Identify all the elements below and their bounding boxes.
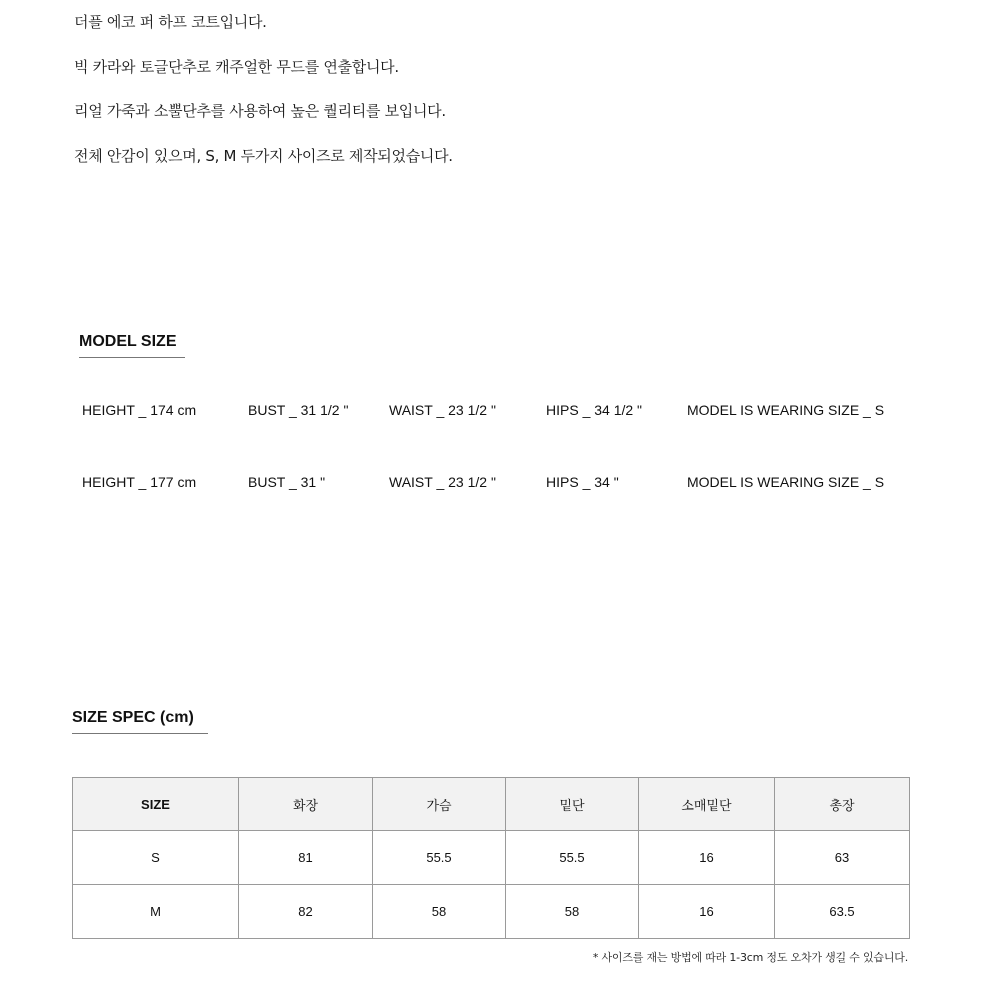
header-chest: 가슴 xyxy=(373,778,506,831)
description-line: 전체 안감이 있으며, S, M 두가지 사이즈로 제작되었습니다. xyxy=(74,146,453,165)
description-line: 빅 카라와 토글단추로 캐주얼한 무드를 연출합니다. xyxy=(74,57,399,76)
model-hips: HIPS _ 34 1/2 " xyxy=(546,402,643,418)
model-hips: HIPS _ 34 " xyxy=(546,474,619,490)
cell-chest: 55.5 xyxy=(373,831,506,885)
size-spec-title: SIZE SPEC (cm) xyxy=(72,709,208,734)
table-row xyxy=(73,831,910,885)
model-size-title: MODEL SIZE xyxy=(79,333,185,358)
cell-total-length: 63.5 xyxy=(775,885,910,939)
model-waist: WAIST _ 23 1/2 " xyxy=(389,474,496,490)
model-size-row xyxy=(0,474,982,494)
table-header-row xyxy=(73,778,910,831)
description-line: 더플 에코 퍼 하프 코트입니다. xyxy=(74,13,267,31)
model-bust: BUST _ 31 " xyxy=(248,474,326,490)
cell-chest: 58 xyxy=(373,885,506,939)
model-height: HEIGHT _ 174 cm xyxy=(82,402,197,418)
cell-sleeve-hem: 16 xyxy=(639,885,775,939)
model-bust: BUST _ 31 1/2 " xyxy=(248,402,349,418)
model-height: HEIGHT _ 177 cm xyxy=(82,474,197,490)
cell-hem: 58 xyxy=(506,885,639,939)
table-row xyxy=(73,885,910,939)
description-line: 리얼 가죽과 소뿔단추를 사용하여 높은 퀄리티를 보입니다. xyxy=(74,102,446,120)
cell-size: S xyxy=(73,831,239,885)
cell-sleeve-length: 82 xyxy=(239,885,373,939)
header-sleeve-length: 화장 xyxy=(239,778,373,831)
model-waist: WAIST _ 23 1/2 " xyxy=(389,402,496,418)
header-total-length: 총장 xyxy=(775,778,910,831)
product-description xyxy=(74,8,453,186)
model-wearing-size: MODEL IS WEARING SIZE _ S xyxy=(687,402,885,418)
header-sleeve-hem: 소매밑단 xyxy=(639,778,775,831)
model-wearing-size: MODEL IS WEARING SIZE _ S xyxy=(687,474,885,490)
header-size: SIZE xyxy=(73,778,239,831)
size-note: * 사이즈를 재는 방법에 따라 1-3cm 정도 오차가 생길 수 있습니다. xyxy=(592,951,908,964)
cell-hem: 55.5 xyxy=(506,831,639,885)
model-size-row xyxy=(0,402,982,422)
cell-sleeve-length: 81 xyxy=(239,831,373,885)
size-spec-table xyxy=(72,777,910,939)
cell-total-length: 63 xyxy=(775,831,910,885)
header-hem: 밑단 xyxy=(506,778,639,831)
cell-sleeve-hem: 16 xyxy=(639,831,775,885)
cell-size: M xyxy=(73,885,239,939)
